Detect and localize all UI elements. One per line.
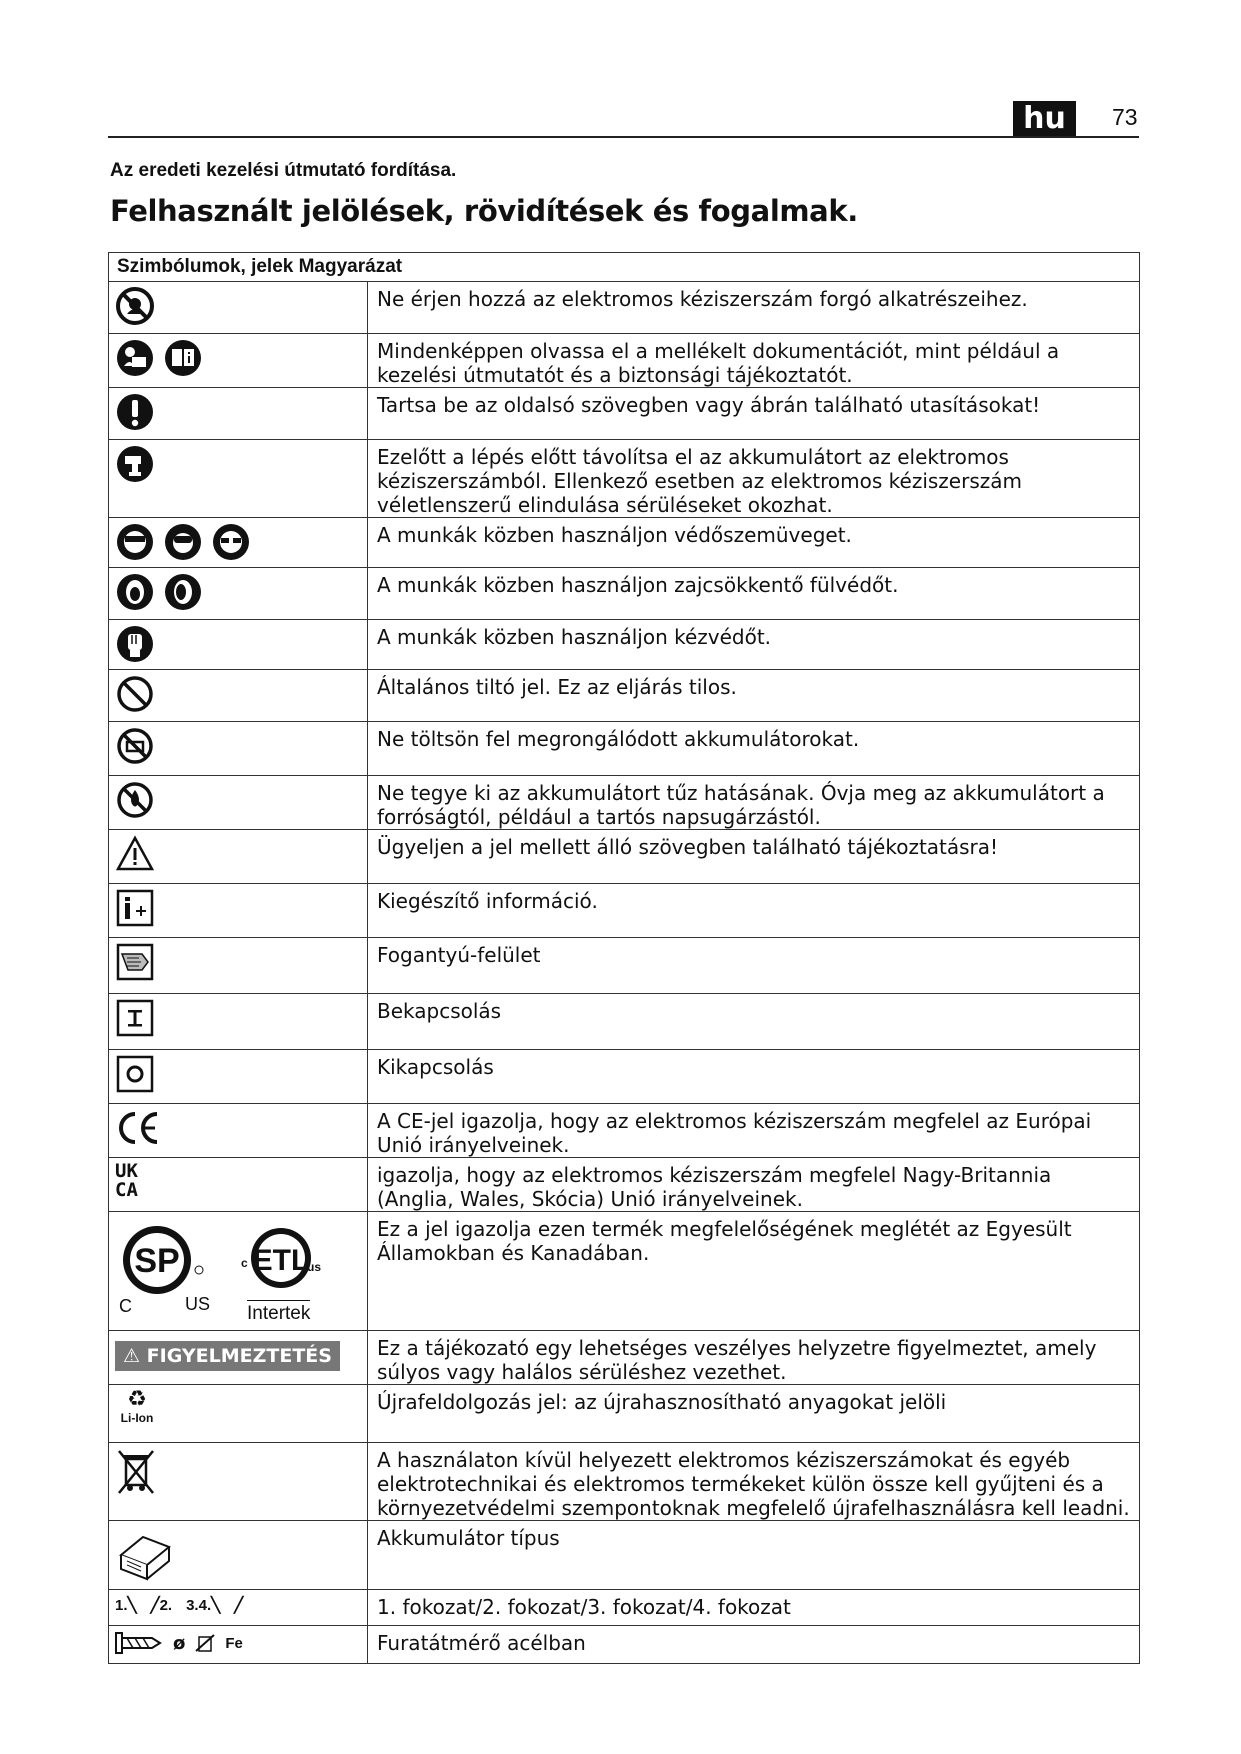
symbols-table	[108, 252, 1140, 1664]
info-book-icon	[163, 338, 203, 378]
table-row	[109, 1050, 1140, 1104]
table-row	[109, 830, 1140, 884]
etl-c-label: c	[241, 1256, 248, 1270]
table-row	[109, 1626, 1140, 1664]
table-header: Szimbólumok, jelek Magyarázat	[109, 253, 1140, 282]
csa-c-label: C	[119, 1296, 132, 1316]
table-row	[109, 884, 1140, 938]
row-text: Általános tiltó jel. Ez az eljárás tilos.	[368, 670, 1140, 722]
table-row	[109, 722, 1140, 776]
stage-2: 2.	[159, 1597, 173, 1614]
table-row	[109, 1212, 1140, 1331]
stage-1: 1.	[115, 1597, 128, 1614]
table-row	[109, 620, 1140, 670]
goggles-icon	[163, 522, 203, 562]
row-text: Tartsa be az oldalsó szövegben vagy ábrán található utasításokat!	[368, 388, 1140, 440]
glasses-icon	[211, 522, 251, 562]
row-text: Újrafeldolgozás jel: az újrahasznosítható anyagokat jelöli	[368, 1385, 1140, 1443]
ukca-uk: UK	[115, 1160, 138, 1182]
table-row	[109, 776, 1140, 830]
row-text: A használaton kívül helyezett elektromos kéziszerszámokat és egyéb elektrotechnikai és elektromos termékeket külön össze kell gyűjteni és a környezetvédelmi szempontoknak megfelelő újrafelhasználásra kell leadni.	[368, 1443, 1140, 1521]
row-text: 1. fokozat/2. fokozat/3. fokozat/4. fokozat	[368, 1590, 1140, 1626]
table-row	[109, 1158, 1140, 1212]
intertek-label: Intertek	[247, 1300, 310, 1325]
csa-mark-icon	[115, 1222, 211, 1318]
fe-label: Fe	[225, 1634, 243, 1652]
ukca-mark-icon	[115, 1162, 361, 1200]
warning-triangle-icon	[115, 834, 155, 874]
row-text: Ez a tájékozató egy lehetséges veszélyes helyzetre figyelmeztet, amely súlyos vagy halálos sérüléshez vezethet.	[368, 1331, 1140, 1385]
li-ion-label: Li-Ion	[120, 1411, 154, 1425]
row-text: Kikapcsolás	[368, 1050, 1140, 1104]
row-text: Kiegészítő információ.	[368, 884, 1140, 938]
page-number: 73	[1112, 104, 1138, 130]
language-badge: hu	[1013, 101, 1076, 136]
drill-diameter-steel-icon: ø Fe	[115, 1630, 361, 1656]
page-subtitle: Az eredeti kezelési útmutató fordítása.	[110, 160, 457, 181]
warning-label-icon: ⚠ FIGYELMEZTETÉS	[115, 1341, 340, 1371]
row-text: Mindenképpen olvassa el a mellékelt dokumentációt, mint például a kezelési útmutatót és a biztonsági tájékoztatót.	[368, 334, 1140, 388]
row-text: Bekapcsolás	[368, 994, 1140, 1050]
row-text: Ne érjen hozzá az elektromos kéziszerszám forgó alkatrészeihez.	[368, 282, 1140, 334]
warning-label-text: FIGYELMEZTETÉS	[146, 1345, 332, 1367]
no-touch-rotating-icon	[115, 286, 155, 326]
ear-muffs-icon	[115, 572, 155, 612]
row-text: Ne tegye ki az akkumulátort tűz hatásának. Óvja meg az akkumulátort a forróságtól, például a tartós napsugárzástól.	[368, 776, 1140, 830]
table-row	[109, 1443, 1140, 1521]
no-charge-damaged-battery-icon	[115, 726, 155, 766]
row-text: Akkumulátor típus	[368, 1521, 1140, 1590]
row-text: Ez a jel igazolja ezen termék megfelelőségének meglétét az Egyesült Államokban és Kanadában.	[368, 1212, 1140, 1331]
row-text: Furatátmérő acélban	[368, 1626, 1140, 1664]
ukca-ca: CA	[115, 1179, 138, 1201]
ear-protection-icon	[163, 572, 203, 612]
table-row	[109, 1521, 1140, 1590]
table-row	[109, 1590, 1140, 1626]
row-text: Ügyeljen a jel mellett álló szövegben található tájékoztatásra!	[368, 830, 1140, 884]
table-row	[109, 1385, 1140, 1443]
table-row	[109, 568, 1140, 620]
switch-on-icon	[115, 998, 155, 1038]
stage-3: 3.	[186, 1597, 199, 1614]
svg-text:SP: SP	[134, 1242, 180, 1280]
etl-us-label: us	[307, 1260, 322, 1274]
table-row	[109, 440, 1140, 518]
no-fire-battery-icon	[115, 780, 155, 820]
battery-type-icon	[115, 1525, 175, 1585]
ce-mark-icon	[115, 1108, 163, 1148]
page-title: Felhasznált jelölések, rövidítések és fogalmak.	[110, 194, 858, 228]
table-row	[109, 1104, 1140, 1158]
table-row	[109, 334, 1140, 388]
row-text: Ne töltsön fel megrongálódott akkumulátorokat.	[368, 722, 1140, 776]
etl-mark-icon	[241, 1222, 321, 1326]
table-row	[109, 1331, 1140, 1385]
grip-surface-icon	[115, 942, 155, 982]
table-row	[109, 938, 1140, 994]
row-text: A munkák közben használjon kézvédőt.	[368, 620, 1140, 670]
prohibition-icon	[115, 674, 155, 714]
table-row	[109, 282, 1140, 334]
read-manual-icon	[115, 338, 155, 378]
switch-off-icon	[115, 1054, 155, 1094]
svg-text:ETL: ETL	[252, 1244, 310, 1277]
table-row	[109, 670, 1140, 722]
exclamation-icon	[115, 392, 155, 432]
row-text: A munkák közben használjon védőszemüveget.	[368, 518, 1140, 568]
table-row	[109, 518, 1140, 568]
table-row	[109, 994, 1140, 1050]
row-text: Fogantyú-felület	[368, 938, 1140, 994]
gear-stages-icon: 1.╲ ╱2. 3.4.╲ ╱	[115, 1597, 244, 1614]
face-shield-icon	[115, 522, 155, 562]
row-text: A CE-jel igazolja, hogy az elektromos kéziszerszám megfelel az Európai Unió irányelveinek.	[368, 1104, 1140, 1158]
recycling-li-ion-icon: ♻ Li-Ion	[115, 1389, 159, 1425]
row-text: A munkák közben használjon zajcsökkentő fülvédőt.	[368, 568, 1140, 620]
csa-us-label: US	[185, 1294, 211, 1314]
stage-4: 4.	[198, 1597, 212, 1614]
weee-bin-icon	[115, 1447, 157, 1495]
row-text: igazolja, hogy az elektromos kéziszerszám megfelel Nagy-Britannia (Anglia, Wales, Skócia) Unió irányelveinek.	[368, 1158, 1140, 1212]
info-plus-icon	[115, 888, 155, 928]
header-rule	[108, 136, 1139, 138]
remove-battery-icon	[115, 444, 155, 484]
row-text: Ezelőtt a lépés előtt távolítsa el az akkumulátort az elektromos kéziszerszámból. Ellenkező esetben az elektromos kéziszerszám véletlenszerű elindulása sérüléseket okozhat.	[368, 440, 1140, 518]
table-row	[109, 388, 1140, 440]
gloves-icon	[115, 624, 155, 664]
